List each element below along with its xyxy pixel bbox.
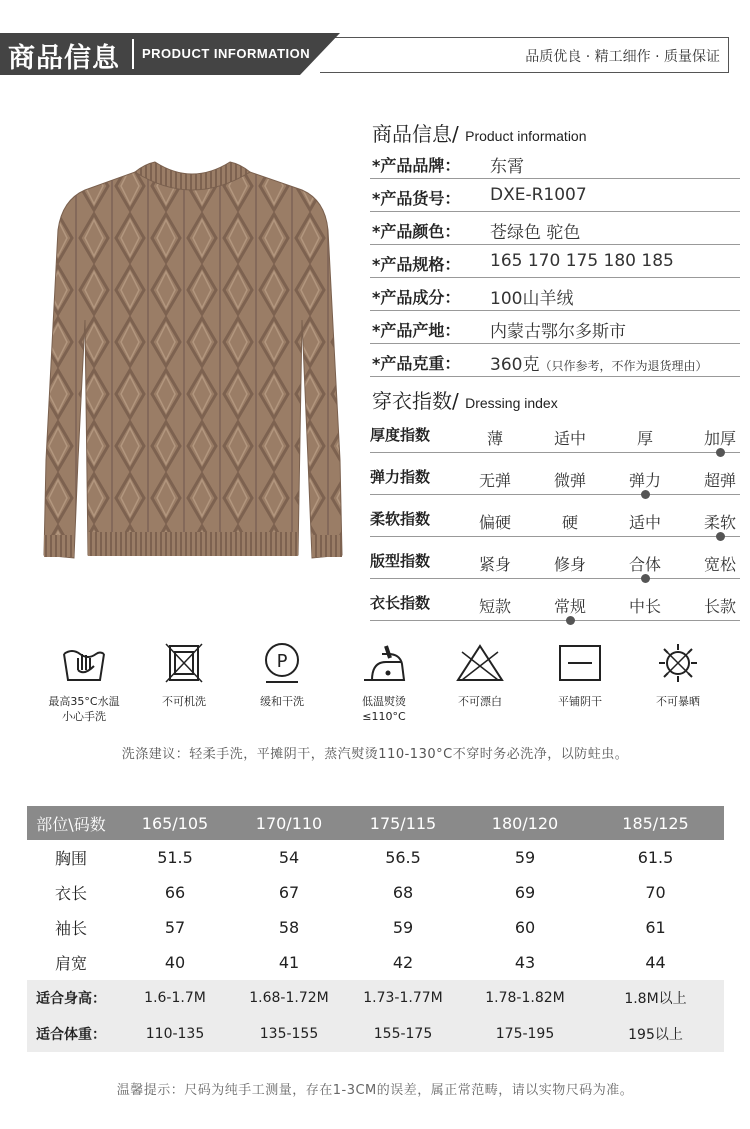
size-table [27, 806, 724, 1052]
product-info-row [370, 313, 740, 344]
dressing-index-option: 无弹 [478, 471, 511, 490]
size-table-header-cell: 180/120 [491, 813, 559, 833]
table-cell: 44 [645, 953, 666, 972]
dressing-index-marker [566, 616, 575, 625]
size-table-header-cell: 170/110 [255, 813, 323, 833]
product-info-value: 100山羊绒 [490, 289, 574, 309]
table-cell: 68 [392, 883, 414, 902]
dressing-index-row [370, 412, 740, 453]
product-info-label: *产品克重： [372, 354, 461, 373]
product-info-value: 165 170 175 180 185 [490, 251, 674, 271]
table-cell: 66 [164, 883, 186, 902]
product-info-row [370, 148, 740, 179]
fit-cell: 1.68-1.72M [249, 990, 329, 1006]
care-label: 不可漂白 [458, 695, 502, 708]
care-item [532, 640, 628, 709]
dressing-index-option: 常规 [553, 597, 586, 616]
dressing-index-option: 偏硬 [478, 513, 511, 532]
table-cell: 61.5 [637, 848, 674, 867]
care-item [136, 640, 232, 709]
dressing-index-option: 修身 [553, 555, 586, 574]
product-info-label: *产品颜色： [372, 222, 461, 241]
table-cell: 41 [278, 953, 300, 972]
product-info-row [370, 181, 740, 212]
svg-text:P: P [276, 651, 288, 672]
dressing-index-option: 适中 [628, 513, 661, 532]
no-machine-wash-icon [160, 640, 208, 688]
product-info-row [370, 214, 740, 245]
no-sun-dry-icon [654, 640, 702, 688]
table-cell: 61 [645, 918, 666, 937]
dressing-index-row [370, 538, 740, 579]
table-cell: 59 [514, 848, 536, 867]
product-info-row [370, 346, 740, 377]
fit-cell: 1.6-1.7M [144, 990, 206, 1006]
page-header [0, 33, 750, 75]
table-row [27, 910, 724, 945]
care-item [432, 640, 528, 709]
dressing-index-option: 宽松 [703, 555, 736, 574]
dressing-index-option: 弹力 [628, 471, 661, 490]
product-info-heading: 商品信息/ Product information [372, 122, 587, 146]
dressing-index-label: 柔软指数 [370, 510, 431, 528]
hand-wash-icon [60, 640, 108, 688]
product-info-label: *产品规格： [372, 255, 461, 274]
care-label: 最高35°C水温 小心手洗 [48, 695, 120, 723]
wash-advice: 洗涤建议：轻柔手洗，平摊阴干，蒸汽熨烫110-130°C不穿时务必洗净，以防蛀虫。 [121, 747, 629, 762]
product-info-value: 内蒙古鄂尔多斯市 [490, 322, 626, 342]
header-subtitle: PRODUCT INFORMATION [142, 46, 311, 61]
product-info-label: *产品品牌： [372, 156, 461, 175]
care-item [630, 640, 726, 709]
row-label-cell: 衣长 [54, 884, 87, 903]
fit-cell: 1.73-1.77M [363, 990, 443, 1006]
dressing-index-option: 加厚 [703, 429, 736, 448]
product-info-label: *产品成分： [372, 288, 461, 307]
product-info-value: 360克（只作参考，不作为退货理由） [490, 355, 708, 375]
fit-cell: 1.78-1.82M [485, 990, 565, 1006]
fit-cell: 110-135 [145, 1026, 205, 1042]
product-info-value: 东霄 [490, 157, 524, 177]
dressing-index-label: 版型指数 [370, 552, 431, 570]
product-info-row [370, 247, 740, 278]
dressing-index-option: 厚 [636, 429, 653, 448]
fit-row-label: 适合身高： [36, 991, 106, 1007]
fit-cell: 175-195 [495, 1026, 555, 1042]
care-item [36, 640, 132, 724]
table-cell: 70 [645, 883, 666, 902]
dressing-index-label: 衣长指数 [370, 594, 431, 612]
product-info-value: 苍绿色 驼色 [490, 223, 581, 243]
fit-cell: 135-155 [259, 1026, 319, 1042]
low-iron-icon [360, 640, 408, 688]
dressing-index-option: 微弹 [553, 471, 586, 490]
header-divider [132, 39, 134, 69]
table-cell: 58 [278, 918, 300, 937]
dressing-index-heading: 穿衣指数/ Dressing index [372, 389, 558, 413]
dressing-index-option: 适中 [553, 429, 586, 448]
size-table-header-cell: 部位\码数 [36, 814, 106, 834]
care-label: 低温熨烫 ≤110°C [362, 695, 406, 723]
table-cell: 51.5 [157, 848, 193, 867]
fit-cell: 155-175 [373, 1026, 433, 1042]
table-cell: 42 [392, 953, 414, 972]
table-row [27, 945, 724, 980]
dressing-index-option: 合体 [628, 555, 661, 574]
footer-note: 温馨提示：尺码为纯手工测量，存在1-3CM的误差，属正常范畴，请以实物尺码为准。 [116, 1083, 634, 1098]
row-label-cell: 胸围 [54, 849, 87, 868]
row-label-cell: 袖长 [54, 919, 87, 938]
care-label: 平铺阴干 [558, 695, 602, 708]
product-info-value: DXE-R1007 [490, 185, 587, 205]
table-cell: 54 [278, 848, 300, 867]
table-cell: 43 [514, 953, 536, 972]
dressing-index-option: 薄 [486, 429, 503, 448]
care-item [234, 640, 330, 709]
care-item [336, 640, 432, 724]
fit-row-label: 适合体重： [36, 1027, 106, 1043]
size-table-header-cell: 185/125 [622, 813, 689, 833]
dressing-index-row [370, 454, 740, 495]
product-info-note: （只作参考，不作为退货理由） [539, 359, 708, 373]
table-row [27, 840, 724, 875]
dressing-index-option: 硬 [561, 513, 578, 532]
no-bleach-icon [456, 640, 504, 688]
dressing-index-option: 紧身 [478, 555, 511, 574]
table-cell: 57 [164, 918, 186, 937]
row-label-cell: 肩宽 [54, 954, 87, 973]
table-cell: 59 [392, 918, 414, 937]
care-label: 缓和干洗 [260, 695, 304, 708]
table-cell: 56.5 [385, 848, 421, 867]
table-cell: 67 [278, 883, 300, 902]
dressing-index-option: 中长 [628, 597, 661, 616]
flat-dry-shade-icon [556, 640, 604, 688]
table-cell: 60 [514, 918, 536, 937]
size-table-header [27, 806, 724, 840]
header-tagline: 品质优良 · 精工细作 · 质量保证 [525, 49, 720, 65]
dressing-index-label: 厚度指数 [370, 426, 431, 444]
fit-row [27, 980, 724, 1016]
dressing-index-row [370, 496, 740, 537]
product-info-label: *产品产地： [372, 321, 461, 340]
dressing-index-option: 短款 [478, 597, 511, 616]
product-info-row [370, 280, 740, 311]
dressing-index-label: 弹力指数 [370, 468, 431, 486]
dressing-index-option: 超弹 [703, 471, 736, 490]
care-label: 不可暴晒 [656, 695, 700, 708]
fit-cell: 1.8M以上 [624, 991, 687, 1007]
product-info-label: *产品货号： [372, 189, 461, 208]
sweater-image [40, 160, 345, 570]
gentle-dry-clean-icon [258, 640, 306, 688]
dressing-index-option: 长款 [703, 597, 736, 616]
dressing-index-row [370, 580, 740, 621]
dressing-index-option: 柔软 [703, 513, 736, 532]
header-title: 商品信息 [8, 43, 120, 74]
table-cell: 69 [514, 883, 536, 902]
table-cell: 40 [164, 953, 186, 972]
fit-row [27, 1016, 724, 1052]
size-table-header-cell: 175/115 [369, 813, 437, 833]
care-label: 不可机洗 [162, 695, 206, 708]
table-row [27, 875, 724, 910]
fit-cell: 195以上 [628, 1027, 683, 1043]
size-table-header-cell: 165/105 [141, 813, 209, 833]
